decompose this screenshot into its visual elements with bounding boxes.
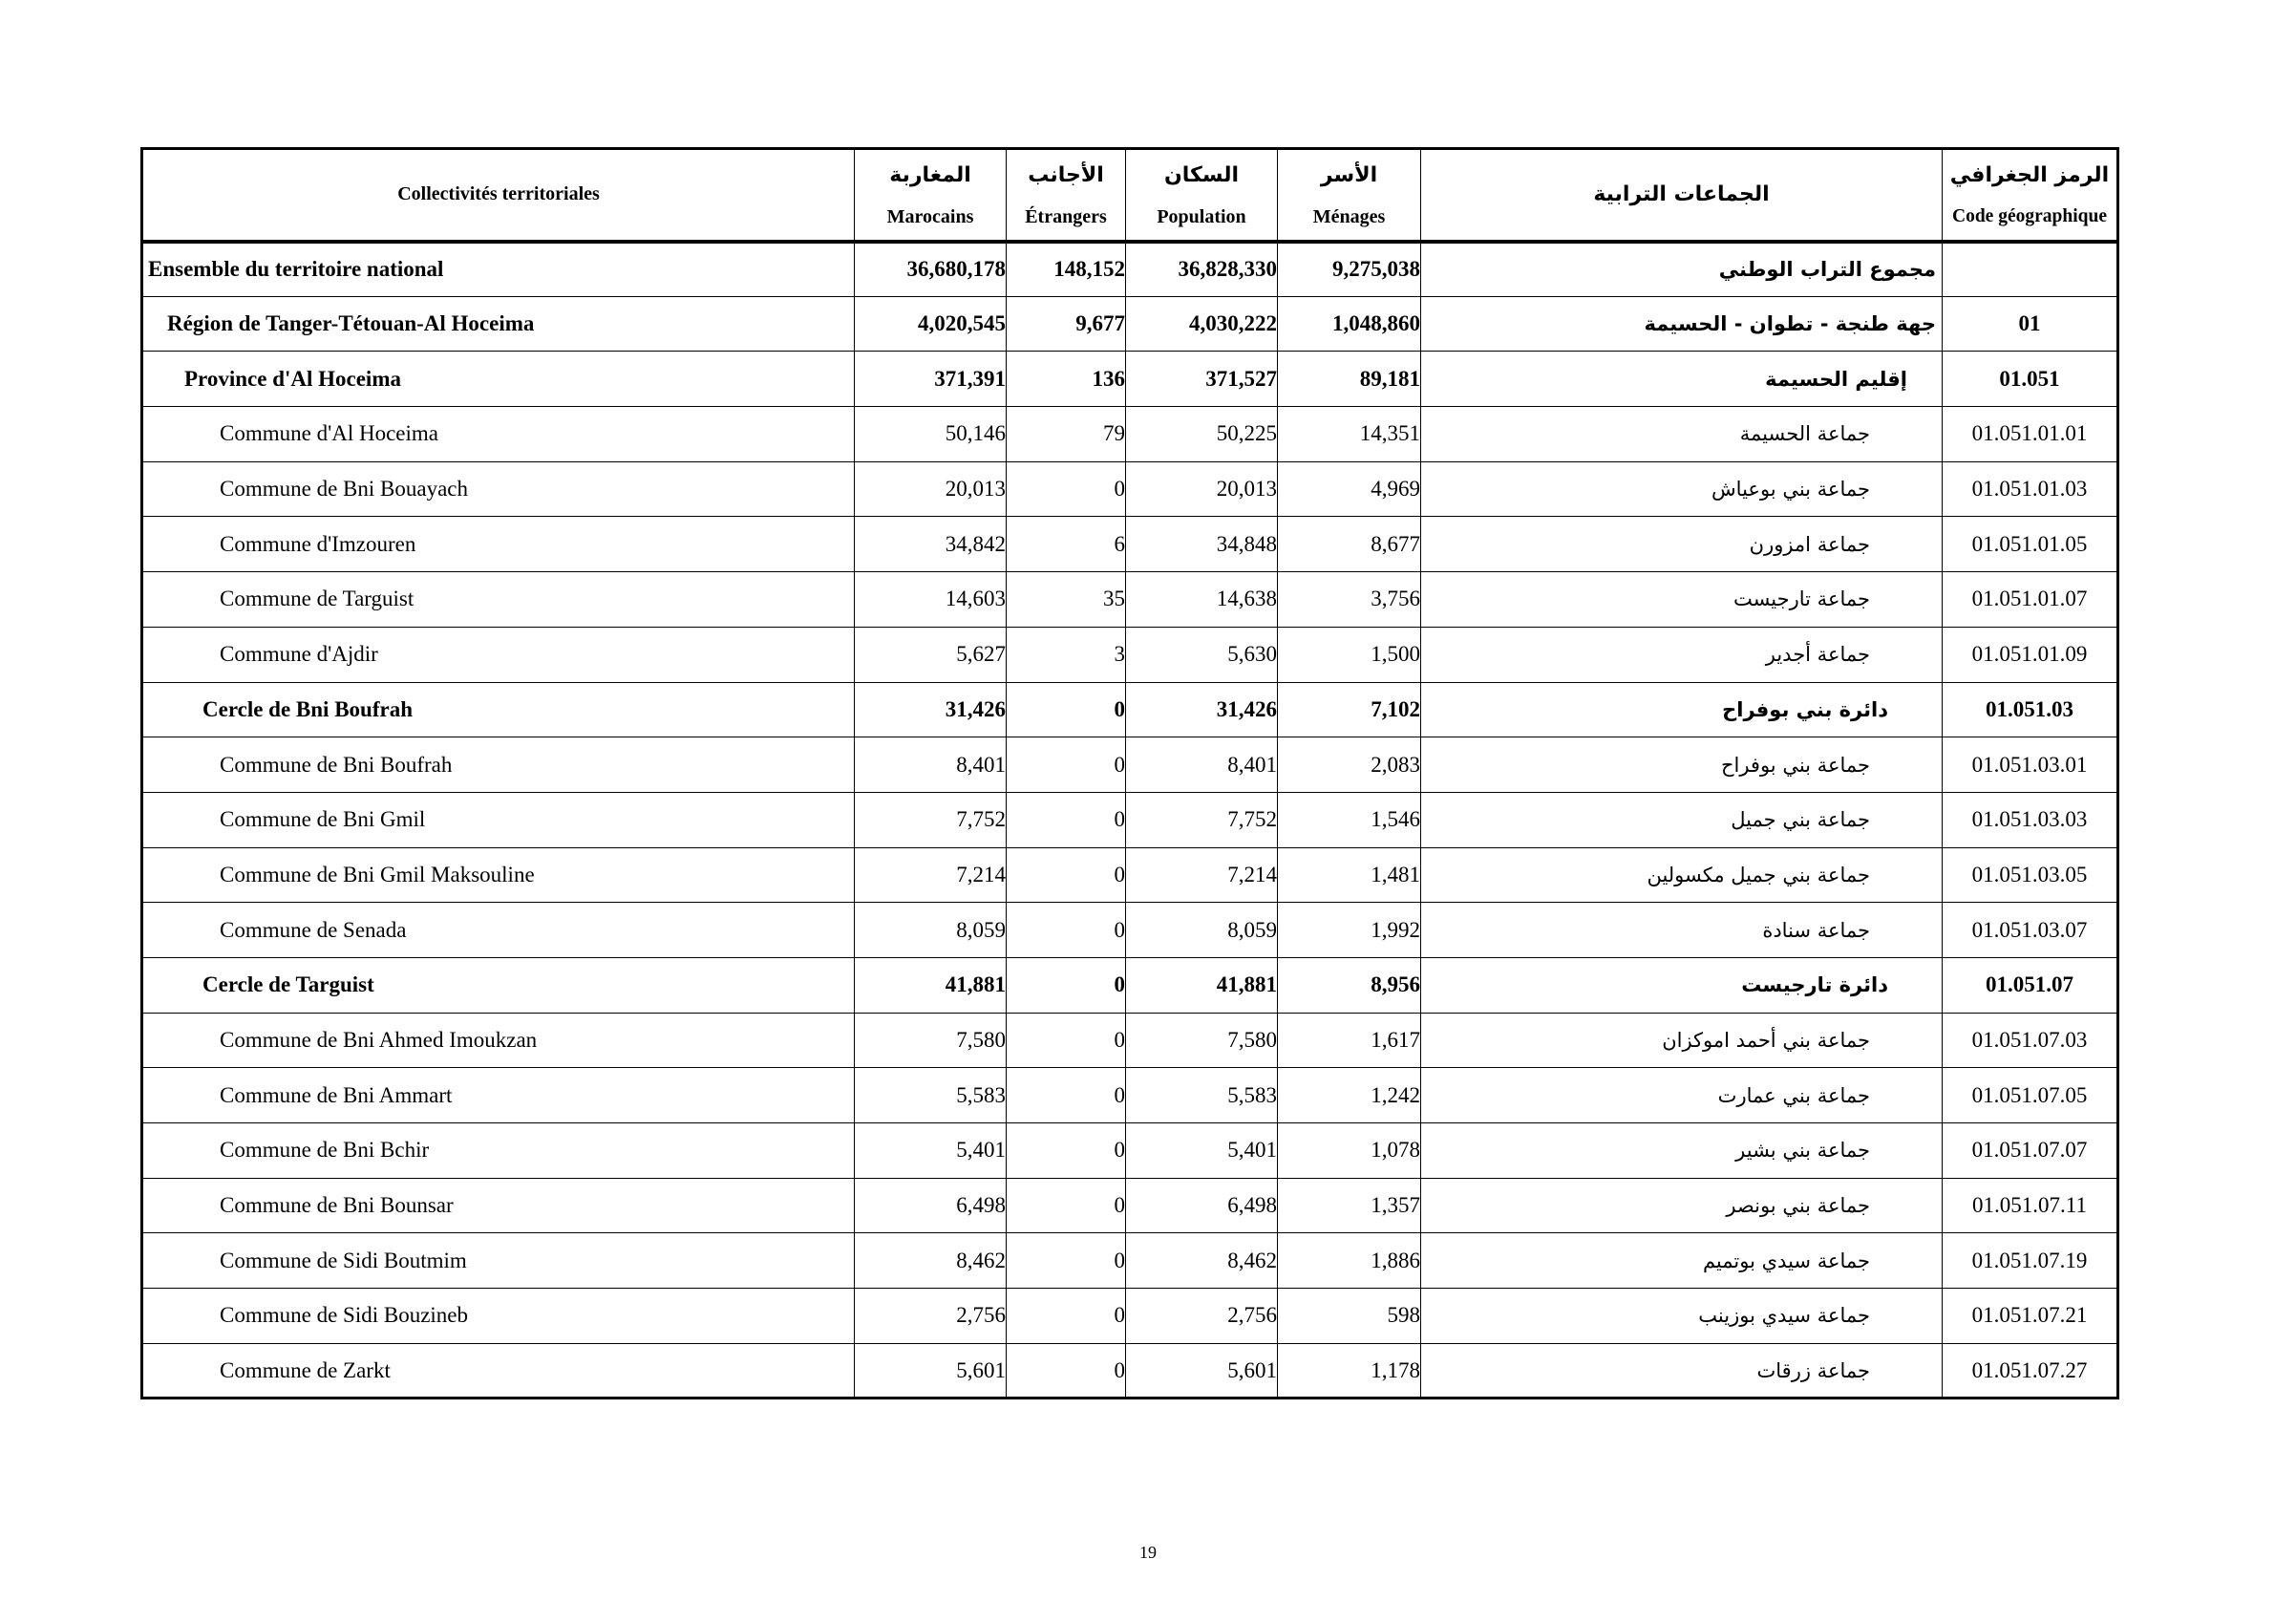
header-code-ar: الرمز الجغرافي (1949, 162, 2110, 187)
cell-jamaa: دائرة تارجيست (1421, 957, 1943, 1013)
cell-population: 8,462 (1126, 1233, 1278, 1289)
cell-code: 01.051.07.27 (1943, 1343, 2118, 1399)
cell-etrangers: 9,677 (1007, 296, 1126, 352)
table-row (142, 903, 2118, 958)
cell-etrangers: 35 (1007, 572, 1126, 628)
cell-jamaa: جماعة بني بشير (1421, 1123, 1943, 1179)
cell-marocains: 7,214 (855, 847, 1007, 903)
cell-menages: 1,178 (1278, 1343, 1421, 1399)
table-row (142, 1013, 2118, 1068)
cell-collectivite: Commune de Bni Bouayach (142, 461, 855, 517)
cell-marocains: 8,401 (855, 737, 1007, 793)
cell-etrangers: 0 (1007, 1178, 1126, 1233)
table-row (142, 737, 2118, 793)
cell-code: 01.051.03.03 (1943, 792, 2118, 847)
cell-marocains: 8,462 (855, 1233, 1007, 1289)
table-row (142, 627, 2118, 682)
cell-etrangers: 0 (1007, 737, 1126, 793)
cell-population: 4,030,222 (1126, 296, 1278, 352)
cell-population: 5,601 (1126, 1343, 1278, 1399)
cell-code: 01.051 (1943, 352, 2118, 407)
table-row (142, 1343, 2118, 1399)
cell-collectivite: Commune de Bni Bchir (142, 1123, 855, 1179)
cell-etrangers: 0 (1007, 1343, 1126, 1399)
cell-marocains: 50,146 (855, 407, 1007, 462)
cell-jamaa: جماعة بني عمارت (1421, 1068, 1943, 1123)
cell-jamaa: جماعة تارجيست (1421, 572, 1943, 628)
cell-menages: 14,351 (1278, 407, 1421, 462)
cell-population: 7,752 (1126, 792, 1278, 847)
cell-menages: 1,242 (1278, 1068, 1421, 1123)
header-row (142, 149, 2118, 242)
cell-menages: 1,500 (1278, 627, 1421, 682)
cell-collectivite: Commune de Sidi Bouzineb (142, 1289, 855, 1344)
cell-code: 01.051.01.05 (1943, 517, 2118, 572)
header-population-ar: السكان (1163, 162, 1240, 187)
cell-etrangers: 0 (1007, 682, 1126, 737)
cell-etrangers: 0 (1007, 1233, 1126, 1289)
cell-etrangers: 0 (1007, 1289, 1126, 1344)
cell-population: 6,498 (1126, 1178, 1278, 1233)
cell-etrangers: 0 (1007, 792, 1126, 847)
cell-jamaa: جماعة بني جميل (1421, 792, 1943, 847)
header-population (1126, 149, 1278, 242)
cell-code: 01.051.07.07 (1943, 1123, 2118, 1179)
cell-menages: 2,083 (1278, 737, 1421, 793)
cell-jamaa: جماعة بني أحمد اموكزان (1421, 1013, 1943, 1068)
cell-etrangers: 0 (1007, 957, 1126, 1013)
cell-code: 01.051.07.03 (1943, 1013, 2118, 1068)
census-table (140, 147, 2119, 1399)
cell-jamaa: جماعة بني بوفراح (1421, 737, 1943, 793)
cell-collectivite: Commune de Bni Gmil (142, 792, 855, 847)
cell-jamaa: دائرة بني بوفراح (1421, 682, 1943, 737)
cell-etrangers: 79 (1007, 407, 1126, 462)
cell-etrangers: 148,152 (1007, 242, 1126, 297)
cell-marocains: 4,020,545 (855, 296, 1007, 352)
cell-etrangers: 0 (1007, 903, 1126, 958)
cell-marocains: 41,881 (855, 957, 1007, 1013)
cell-menages: 1,078 (1278, 1123, 1421, 1179)
table-row (142, 1289, 2118, 1344)
table-row (142, 1068, 2118, 1123)
cell-collectivite: Commune de Bni Ahmed Imoukzan (142, 1013, 855, 1068)
cell-collectivite: Commune d'Imzouren (142, 517, 855, 572)
cell-population: 5,401 (1126, 1123, 1278, 1179)
cell-menages: 8,956 (1278, 957, 1421, 1013)
table-row (142, 682, 2118, 737)
cell-jamaa: جماعة سنادة (1421, 903, 1943, 958)
cell-etrangers: 6 (1007, 517, 1126, 572)
cell-etrangers: 136 (1007, 352, 1126, 407)
cell-collectivite: Commune de Bni Boufrah (142, 737, 855, 793)
cell-marocains: 5,627 (855, 627, 1007, 682)
cell-marocains: 6,498 (855, 1178, 1007, 1233)
cell-marocains: 34,842 (855, 517, 1007, 572)
cell-menages: 1,886 (1278, 1233, 1421, 1289)
cell-population: 5,630 (1126, 627, 1278, 682)
table-row (142, 517, 2118, 572)
cell-population: 31,426 (1126, 682, 1278, 737)
cell-etrangers: 3 (1007, 627, 1126, 682)
cell-marocains: 5,583 (855, 1068, 1007, 1123)
header-population-fr: Population (1157, 205, 1246, 227)
header-jamaat (1421, 149, 1943, 242)
header-etrangers (1007, 149, 1126, 242)
cell-marocains: 5,601 (855, 1343, 1007, 1399)
table-row (142, 461, 2118, 517)
cell-collectivite: Commune de Bni Gmil Maksouline (142, 847, 855, 903)
cell-marocains: 14,603 (855, 572, 1007, 628)
header-marocains (855, 149, 1007, 242)
header-marocains-ar: المغاربة (889, 162, 971, 187)
cell-collectivite: Province d'Al Hoceima (142, 352, 855, 407)
cell-menages: 3,756 (1278, 572, 1421, 628)
cell-code: 01.051.03.07 (1943, 903, 2118, 958)
cell-jamaa: جماعة أجدير (1421, 627, 1943, 682)
table-body (142, 242, 2118, 1399)
cell-marocains: 36,680,178 (855, 242, 1007, 297)
table-row (142, 792, 2118, 847)
cell-menages: 1,048,860 (1278, 296, 1421, 352)
cell-jamaa: جماعة سيدي بوتميم (1421, 1233, 1943, 1289)
cell-marocains: 20,013 (855, 461, 1007, 517)
cell-menages: 9,275,038 (1278, 242, 1421, 297)
cell-menages: 598 (1278, 1289, 1421, 1344)
cell-collectivite: Commune de Sidi Boutmim (142, 1233, 855, 1289)
cell-collectivite: Ensemble du territoire national (142, 242, 855, 297)
cell-collectivite: Cercle de Bni Boufrah (142, 682, 855, 737)
cell-menages: 1,357 (1278, 1178, 1421, 1233)
cell-code: 01.051.07.19 (1943, 1233, 2118, 1289)
table-header (142, 149, 2118, 242)
cell-code: 01.051.01.01 (1943, 407, 2118, 462)
header-menages-fr: Ménages (1312, 205, 1386, 227)
cell-collectivite: Commune d'Ajdir (142, 627, 855, 682)
table-row (142, 572, 2118, 628)
cell-etrangers: 0 (1007, 1123, 1126, 1179)
cell-collectivite: Commune de Senada (142, 903, 855, 958)
table-row (142, 1123, 2118, 1179)
cell-collectivite: Cercle de Targuist (142, 957, 855, 1013)
cell-jamaa: جماعة سيدي بوزينب (1421, 1289, 1943, 1344)
cell-marocains: 7,752 (855, 792, 1007, 847)
cell-jamaa: جماعة الحسيمة (1421, 407, 1943, 462)
cell-code: 01.051.07.05 (1943, 1068, 2118, 1123)
cell-menages: 4,969 (1278, 461, 1421, 517)
cell-menages: 89,181 (1278, 352, 1421, 407)
cell-code: 01 (1943, 296, 2118, 352)
cell-collectivite: Commune de Bni Bounsar (142, 1178, 855, 1233)
cell-population: 20,013 (1126, 461, 1278, 517)
cell-code: 01.051.01.03 (1943, 461, 2118, 517)
header-menages-ar: الأسر (1320, 162, 1378, 187)
cell-population: 371,527 (1126, 352, 1278, 407)
cell-population: 8,059 (1126, 903, 1278, 958)
header-collectivites-label: Collectivités territoriales (397, 183, 600, 205)
cell-population: 8,401 (1126, 737, 1278, 793)
cell-menages: 1,546 (1278, 792, 1421, 847)
cell-code (1943, 242, 2118, 297)
cell-code: 01.051.03.05 (1943, 847, 2118, 903)
table-row (142, 242, 2118, 297)
cell-jamaa: مجموع التراب الوطني (1421, 242, 1943, 297)
cell-jamaa: جهة طنجة - تطوان - الحسيمة (1421, 296, 1943, 352)
cell-population: 14,638 (1126, 572, 1278, 628)
cell-collectivite: Région de Tanger-Tétouan-Al Hoceima (142, 296, 855, 352)
cell-etrangers: 0 (1007, 1013, 1126, 1068)
cell-code: 01.051.07.21 (1943, 1289, 2118, 1344)
cell-code: 01.051.07.11 (1943, 1178, 2118, 1233)
cell-menages: 1,617 (1278, 1013, 1421, 1068)
cell-menages: 1,992 (1278, 903, 1421, 958)
table-row (142, 407, 2118, 462)
cell-menages: 8,677 (1278, 517, 1421, 572)
cell-collectivite: Commune de Bni Ammart (142, 1068, 855, 1123)
cell-population: 36,828,330 (1126, 242, 1278, 297)
cell-marocains: 2,756 (855, 1289, 1007, 1344)
cell-code: 01.051.07 (1943, 957, 2118, 1013)
cell-population: 5,583 (1126, 1068, 1278, 1123)
cell-code: 01.051.01.09 (1943, 627, 2118, 682)
page-number: 19 (1139, 1543, 1157, 1562)
cell-jamaa: إقليم الحسيمة (1421, 352, 1943, 407)
cell-marocains: 5,401 (855, 1123, 1007, 1179)
cell-population: 7,580 (1126, 1013, 1278, 1068)
table-row (142, 296, 2118, 352)
cell-population: 41,881 (1126, 957, 1278, 1013)
cell-collectivite: Commune de Zarkt (142, 1343, 855, 1399)
cell-marocains: 31,426 (855, 682, 1007, 737)
cell-marocains: 8,059 (855, 903, 1007, 958)
cell-etrangers: 0 (1007, 847, 1126, 903)
cell-code: 01.051.01.07 (1943, 572, 2118, 628)
cell-marocains: 371,391 (855, 352, 1007, 407)
cell-menages: 7,102 (1278, 682, 1421, 737)
table-row (142, 352, 2118, 407)
cell-code: 01.051.03 (1943, 682, 2118, 737)
header-jamaat-label: الجماعات الترابية (1593, 182, 1770, 207)
cell-code: 01.051.03.01 (1943, 737, 2118, 793)
header-etrangers-fr: Étrangers (1025, 205, 1107, 227)
cell-etrangers: 0 (1007, 461, 1126, 517)
cell-marocains: 7,580 (855, 1013, 1007, 1068)
cell-jamaa: جماعة زرقات (1421, 1343, 1943, 1399)
header-code (1943, 149, 2118, 242)
header-collectivites (142, 149, 855, 242)
cell-etrangers: 0 (1007, 1068, 1126, 1123)
header-etrangers-ar: الأجانب (1028, 162, 1104, 187)
cell-jamaa: جماعة امزورن (1421, 517, 1943, 572)
table-row (142, 957, 2118, 1013)
cell-collectivite: Commune de Targuist (142, 572, 855, 628)
table-row (142, 1233, 2118, 1289)
header-marocains-fr: Marocains (886, 205, 974, 227)
cell-jamaa: جماعة بني جميل مكسولين (1421, 847, 1943, 903)
cell-population: 50,225 (1126, 407, 1278, 462)
cell-population: 7,214 (1126, 847, 1278, 903)
header-code-fr: Code géographique (1952, 205, 2107, 226)
cell-population: 2,756 (1126, 1289, 1278, 1344)
cell-population: 34,848 (1126, 517, 1278, 572)
cell-jamaa: جماعة بني بونصر (1421, 1178, 1943, 1233)
table-row (142, 847, 2118, 903)
cell-collectivite: Commune d'Al Hoceima (142, 407, 855, 462)
cell-jamaa: جماعة بني بوعياش (1421, 461, 1943, 517)
cell-menages: 1,481 (1278, 847, 1421, 903)
table-row (142, 1178, 2118, 1233)
header-menages (1278, 149, 1421, 242)
